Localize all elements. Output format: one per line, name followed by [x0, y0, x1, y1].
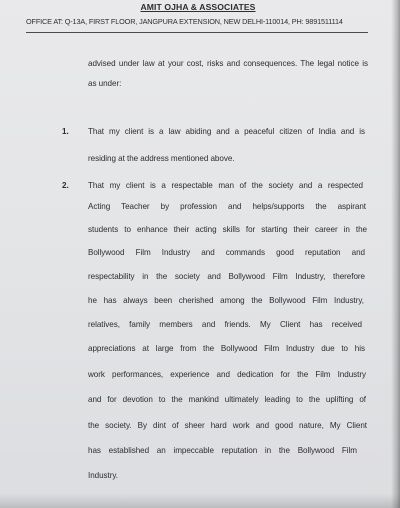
point-2-line-11: the society. By dint of sheer hard work and good nature, My Client: [88, 421, 367, 430]
point-2-line-5: respectability in the society and Bollywood Film Industry, therefore: [88, 272, 365, 281]
point-2-number: 2.: [62, 181, 69, 190]
intro-line-1: advised under law at your cost, risks and consequences. The legal notice is: [88, 59, 368, 68]
office-address: OFFICE AT: Q-13A, FIRST FLOOR, JANGPURA EXTENSION, NEW DELHI-110014, PH: 9891511114: [26, 17, 343, 26]
page-bottom-shadow: [0, 494, 400, 508]
point-2-line-1: That my client is a respectable man of the society and a respected: [88, 181, 363, 190]
point-2-line-13: Industry.: [88, 471, 118, 480]
point-2-line-2: Acting Teacher by profession and helps/supports the aspirant: [88, 202, 366, 211]
page-edge-shadow: [391, 0, 400, 508]
point-2-line-6: he has always been cherished among the Bollywood Film Industry,: [88, 296, 364, 305]
letterhead-divider: [26, 32, 368, 33]
point-1-line-1: That my client is a law abiding and a peaceful citizen of India and is: [88, 127, 365, 136]
firm-name-heading: AMIT OJHA & ASSOCIATES: [140, 2, 256, 12]
point-1-line-2: residing at the address mentioned above.: [88, 154, 235, 163]
point-2-line-10: and for devotion to the mankind ultimately leading to the uplifting of: [88, 395, 366, 404]
point-2-line-3: students to enhance their acting skills for starting their career in the: [88, 225, 367, 234]
point-2-line-4: Bollywood Film Industry and commands good reputation and: [88, 248, 365, 257]
point-1-number: 1.: [62, 127, 69, 136]
intro-line-2: as under:: [88, 79, 122, 88]
point-2-line-9: work performances, experience and dedication for the Film Industry: [88, 370, 366, 379]
point-2-line-12: has established an impeccable reputation in the Bollywood Film: [88, 446, 357, 455]
point-2-line-7: relatives, family members and friends. My Client has received: [88, 320, 362, 329]
point-2-line-8: appreciations at large from the Bollywood Film Industry due to his: [88, 344, 365, 353]
